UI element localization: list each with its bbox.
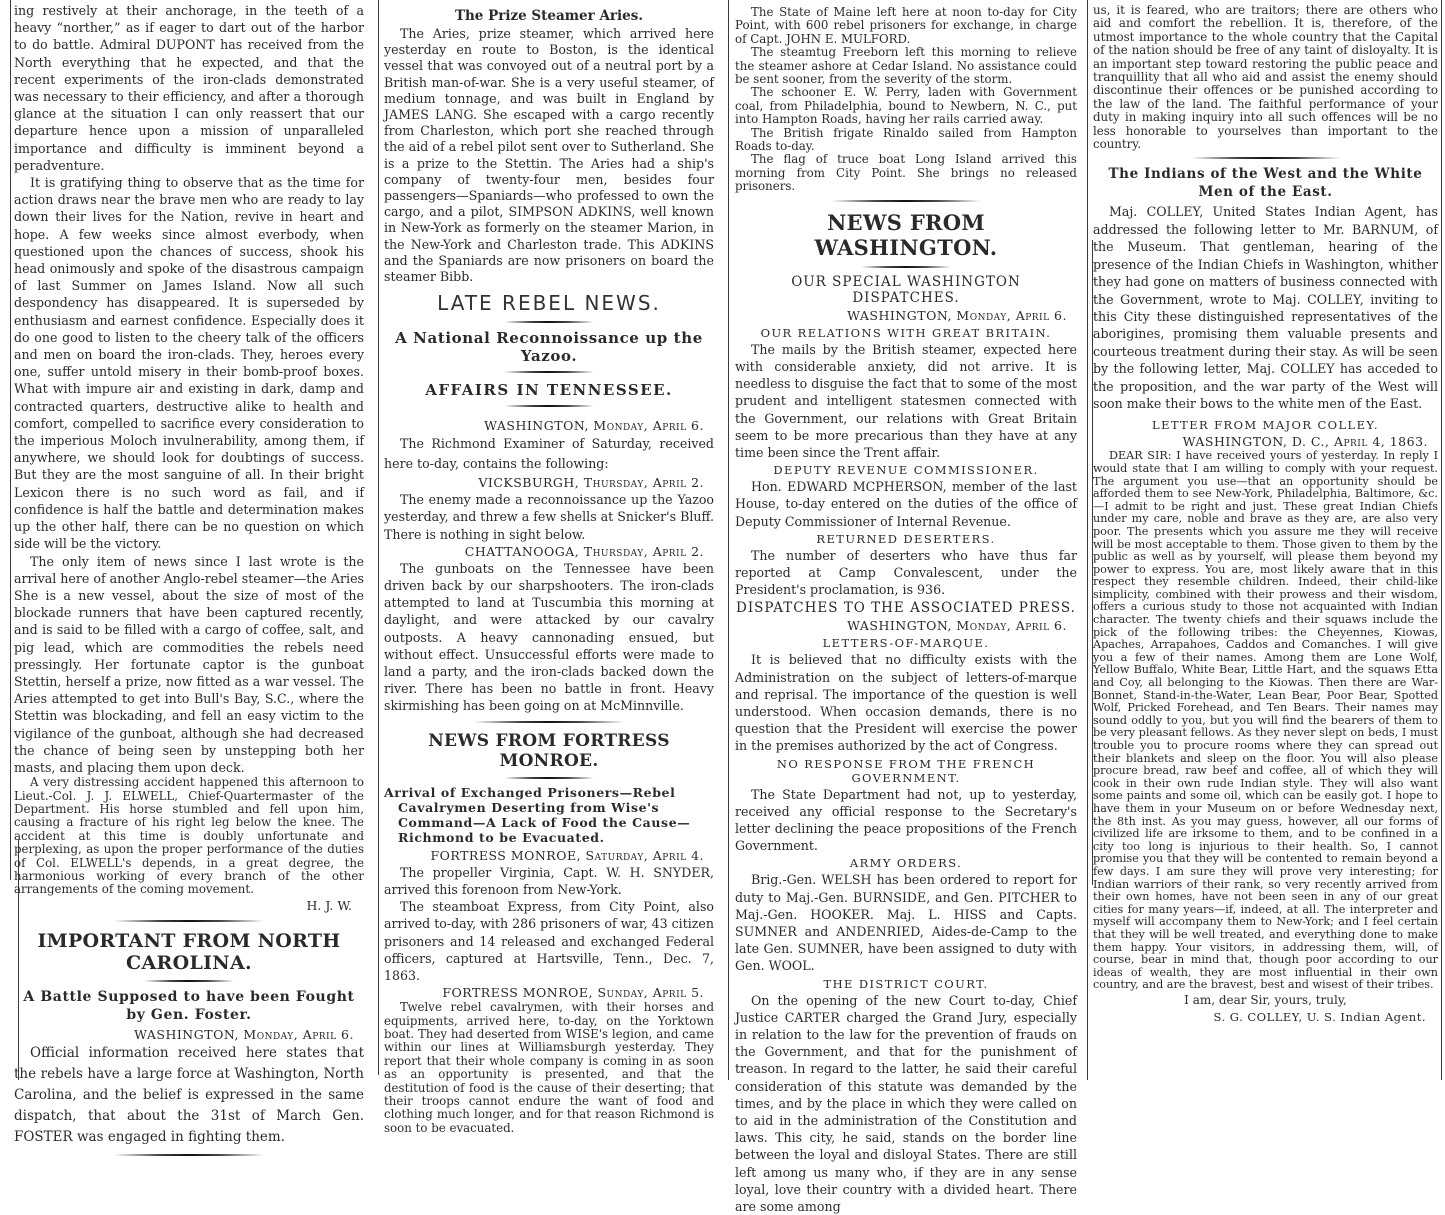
newspaper-column-4	[1093, 0, 1438, 1026]
column-rule	[1087, 0, 1088, 1080]
headline-late-rebel-news: LATE REBEL NEWS.	[437, 291, 661, 316]
dateline: FORTRESS MONROE, Sunday, April 5.	[442, 985, 704, 1001]
divider-rule	[504, 321, 594, 323]
article-paragraph: It is believed that no difficulty exists with the Administration on the subject of letters-of-marque and reprisal. The importance of the question is well understood. When occasion demands, there is no question that the President will exercise the power in the premises authorized by the act of Congress.	[735, 652, 1077, 754]
dateline: WASHINGTON, Monday, April 6.	[847, 618, 1067, 634]
dateline: WASHINGTON, Monday, April 6.	[847, 307, 1067, 323]
article-paragraph: Maj. COLLEY, United States Indian Agent, has addressed the following letter to Mr. BARNUM, of the Museum. That gentleman, hearing of the presence of the Indian Chiefs in Washington, whither they had gone on matters of business connected with the Government, wrote to Maj. COLLEY, inviting to this City these distinguished representatives of the aborigines, promising them valuable presents and courteous treatment during their stay. As will be seen by the following letter, Maj. COLLEY has acceded to the proposition, and the war party of the West will soon make their bows to the white men of the East.	[1093, 204, 1438, 411]
article-paragraph: The steamboat Express, from City Point, also arrived to-day, with 286 prisoners of war, 43 citizen prisoners and 14 released and exchanged Federal officers, captured at Hartsville, Tenn., Dec. 7, 1863.	[384, 899, 714, 983]
divider-rule	[831, 200, 981, 202]
article-paragraph: The Richmond Examiner of Saturday, received here to-day, contains the following:	[384, 436, 714, 472]
letter-closing: I am, dear Sir, yours, truly,	[1184, 992, 1347, 1007]
subhead-letters-of-marque: LETTERS-OF-MARQUE.	[822, 636, 990, 651]
subhead-district-court: THE DISTRICT COURT.	[823, 976, 989, 991]
divider-rule	[114, 920, 264, 922]
subhead-french-government: NO RESPONSE FROM THE FRENCH GOVERNMENT.	[776, 756, 1036, 785]
article-paragraph: The enemy made a reconnoissance up the Yazoo yesterday, and threw a few shells at Snicker's Bluff. There is nothing in sight below.	[384, 492, 714, 542]
subhead-letter-from-colley: LETTER FROM MAJOR COLLEY.	[1152, 418, 1379, 433]
article-paragraph: The State Department had not, up to yesterday, received any official response to the Secretary's letter declining the peace propositions of the French Government.	[735, 786, 1077, 854]
headline-fortress-monroe: NEWS FROM FORTRESS MONROE.	[428, 730, 670, 771]
divider-rule	[474, 721, 624, 723]
headline-tennessee: AFFAIRS IN TENNESSEE.	[425, 381, 673, 400]
article-paragraph: The schooner E. W. Perry, laden with Government coal, from Philadelphia, bound to Newbern, N. C., put into Hampton Roads, having her rails carried away.	[735, 85, 1077, 127]
divider-rule	[1191, 157, 1341, 159]
subhead-returned-deserters: RETURNED DESERTERS.	[816, 531, 996, 546]
article-paragraph: A very distressing accident happened this afternoon to Lieut.-Col. J. J. ELWELL, Chief-Quartermaster of the Department. His horse stumbled and fell upon him, causing a fracture of his right leg below the knee. The accident at this time is doubly unfortunate and perplexing, as upon the proper performance of the duties of Col. ELWELL's depends, in a great degree, the harmonious working of every branch of the other arrangements of the coming movement.	[14, 775, 364, 897]
letter-body: DEAR SIR: I have received yours of yesterday. In reply I would state that I am willing to comply with your request. The argument you use—that an opportunity should be afforded them to see New-York, Philadelphia, Baltimore, &c.—I admit to be right and just. These great Indian Chiefs under my care, noble and brave as they are, are also very poor. The presents which you assure me they will receive will be most acceptable to them. Those given to them by the public as well as by yourself, will please them beyond my power to express. You are, most likely aware that in this respect they resemble children. Indeed, their child-like simplicity, combined with their prowess and their wisdom, offers a curious study to those not acquainted with Indian character. The twenty chiefs and their squaws include the pick of the following tribes: the Cheyennes, Kiowas, Apaches, Arrapahoes, Caddos and Comanches. I will give you a few of their names. Among them are Lone Wolf, Yellow Buffalo, White Bear, Little Hart, and the squaws Etta and Coy, all belonging to the Kiowas. Then there are War-Bonnet, Stand-in-the-Water, Lean Bear, Poor Bear, Spotted Wolf, Pricked Forehead, and Ten Bears. Their names may sound oddly to you, but you will find the bearers of them to be very pleasant fellows. As they never slept on beds, I must trouble you to procure rooms where they can spread out their blankets and sleep on the floor. You will also please procure bread, raw beef and coffee, all of which they will cook in their own rude Indian style. They will also want some paints and some oil, which can be easily got. I hope to have them in your Museum on or before Wednesday next, the 8th inst. As you may guess, however, all our forms of civilized life are irksome to them, and to be confined in a city too long is injurious to their health. So, I cannot promise you that they will be contented to remain beyond a few days. I am sure they will prove very interesting; for Indian warriors of their rank, so very recently arrived from their own homes, have not been seen in any of our great cities for many years—if, indeed, at all. The interpreter and myself will accompany them to New-York; and I feel certain that they will be well treated, and everything done to make them happy. Your visitors, in addressing them, will, of course, bear in mind that, though poor according to our ideas of wealth, they are most influential in their own country, and are the bravest, best and wisest of their tribes.	[1093, 449, 1438, 992]
article-paragraph: It is gratifying thing to observe that as the time for action draws near the brave men who are ready to lay down their lives for the Nation, revive in heart and hope. A few weeks since almost everbody, when questioned upon the chances of success, shook his head onimously and spoke of the disastrous campaign of last Summer on James Island. Now all such despondency has disappeared. It is superseded by enthusiasm and earnest confidence. Especially does it do one good to listen to the cheery talk of the officers and men on board the iron-clads. They, heroes every one, suffer untold misery in their bomb-proof boxes. What with impure air and existing in dark, damp and contracted quarters, destructive alike to health and comfort, compelled to sacrifice every consideration to the imperious Moloch invulnerability, among them, if anywhere, we should look for doubtings of success. But they are the most sanguine of all. In their bright Lexicon there is no such word as fail, and if confidence is half the battle and determination makes up the other half, there can be no question on which side will be the victory.	[14, 175, 364, 552]
subheadline-prize-steamer: The Prize Steamer Aries.	[454, 8, 644, 24]
article-paragraph: us, it is feared, who are traitors; there are others who aid and comfort the rebellion. It is, therefore, of the utmost importance to the whole country that the Capital of the nation should be free of any taint of disloyalty. It is an important step toward restoring the public peace and tranquillity that all who aid and assist the enemy should discontinue their offences or be punished according to the law of the land. The faithful performance of your duty in making inquiry into all such offences will be no less honorable to yourselves than important to the country.	[1093, 3, 1438, 152]
divider-rule	[504, 777, 594, 779]
subhead-army-orders: ARMY ORDERS.	[849, 856, 963, 871]
article-paragraph: The mails by the British steamer, expected here with considerable anxiety, did not arrive. It is needless to disguise the fact that to some of the most prudent and intelligent statesmen connected with the Government, our relations with Great Britain seem to be more precarious than they have at any time been since the Trent affair.	[735, 341, 1077, 460]
section-associated-press: DISPATCHES TO THE ASSOCIATED PRESS.	[736, 600, 1076, 617]
column-rule	[10, 0, 11, 880]
divider-rule	[861, 266, 951, 268]
dateline: WASHINGTON, D. C., April 4, 1863.	[1182, 434, 1428, 450]
letter-signature: S. G. COLLEY, U. S. Indian Agent.	[1213, 1010, 1426, 1025]
dateline: VICKSBURGH, Thursday, April 2.	[478, 475, 704, 491]
column-rule	[1441, 0, 1442, 1080]
article-paragraph: Brig.-Gen. WELSH has been ordered to report for duty to Maj.-Gen. BURNSIDE, and Gen. PITCHER to Maj.-Gen. HOOKER. Maj. L. HISS and Capts. SUMNER and ANDENRIED, Aides-de-Camp to the late Gen. SUMNER, have been assigned to duty with Gen. WOOL.	[735, 872, 1077, 974]
divider-rule	[144, 980, 234, 982]
dateline: CHATTANOOGA, Thursday, April 2.	[464, 543, 704, 559]
article-paragraph: On the opening of the new Court to-day, Chief Justice CARTER charged the Grand Jury, especially in relation to the law for the prevention of frauds on the Government, and that for the punishment of treason. In regard to the latter, he said their careful consideration of this statute was demanded by the times, and by the place in which they were called on to aid in the administration of the Constitution and laws. This city, he said, stands on the border line between the loyal and disloyal States. There are still left among us many who, if they are in any sense loyal, love their country with a divided heart. There are some among	[735, 992, 1077, 1215]
section-special-dispatches: OUR SPECIAL WASHINGTON DISPATCHES.	[791, 273, 1021, 306]
article-paragraph: The number of deserters who have thus far reported at Camp Convalescent, under the President's proclamation, is 936.	[735, 547, 1077, 598]
newspaper-column-2	[384, 0, 714, 1135]
deck-indians-of-the-west: The Indians of the West and the White Men of the East.	[1108, 166, 1423, 201]
dateline: WASHINGTON, Monday, April 6.	[134, 1027, 354, 1042]
article-paragraph: The flag of truce boat Long Island arrived this morning from City Point. She brings no released prisoners.	[735, 152, 1077, 194]
article-paragraph: The British frigate Rinaldo sailed from Hampton Roads to-day.	[735, 125, 1077, 154]
article-paragraph: The only item of news since I last wrote is the arrival here of another Anglo-rebel steamer—the Aries She is a new vessel, about the size of most of the blockade runners that have been captured recently, and is said to be filled with a cargo of coffee, salt, and pig lead, which are commodities the rebels need pressingly. Her fortunate captor is the gunboat Stettin, herself a prize, now fitted as a war vessel. The Aries attempted to get into Bull's Bay, S.C., where the Stettin was blockading, and fell an easy victim to the vigilance of the gunboat, although she had decreased the chance of being seen by unstepping both her masts, and placing them upon deck.	[14, 553, 364, 775]
column-rule	[378, 0, 379, 1075]
headline-news-from-washington: NEWS FROM WASHINGTON.	[814, 209, 998, 260]
article-paragraph: Twelve rebel cavalrymen, with their horses and equipments, arrived here, to-day, on the Yorktown boat. They had deserted from WISE's legion, and came within our lines at Williamsburgh yesterday. They report that their whole company is coming in as soon as an opportunity is presented, and that the destitution of food is the cause of their deserting; that their troops cannot endure the want of food and clothing much longer, and for that reason Richmond is soon to be evacuated.	[384, 1000, 714, 1135]
article-paragraph: ing restively at their anchorage, in the teeth of a heavy “norther,” as if eager to dart out of the harbor to do battle. Admiral DUPONT has received from the North everything that he expected, and that the recent experiments of the iron-clads demonstrated was necessary to their efficiency, and after a thorough glance at the situation I can only reassert that our departure hence upon a mission of unparalleled importance and difficulty is imminent beyond a peradventure.	[14, 3, 364, 173]
article-paragraph: Official information received here states that the rebels have a large force at Washington, North Carolina, and the belief is expressed in the same dispatch, that about the 31st of March Gen. FOSTER was engaged in fighting them.	[14, 1045, 364, 1145]
dateline: WASHINGTON, Monday, April 6.	[484, 418, 704, 434]
article-paragraph: The State of Maine left here at noon to-day for City Point, with 600 rebel prisoners for exchange, in charge of Capt. JOHN E. MULFORD.	[735, 5, 1077, 46]
divider-rule	[504, 405, 594, 407]
column-rule	[728, 0, 729, 1080]
article-paragraph: Hon. EDWARD MCPHERSON, member of the last House, to-day entered on the duties of the office of Deputy Commissioner of Internal Revenue.	[735, 479, 1077, 529]
newspaper-column-3	[735, 0, 1077, 1215]
headline-north-carolina: IMPORTANT FROM NORTH CAROLINA.	[37, 930, 341, 974]
article-paragraph: The steamtug Freeborn left this morning to relieve the steamer ashore at Cedar Island. No assistance could be sent sooner, from the severity of the storm.	[735, 45, 1077, 87]
article-paragraph: The gunboats on the Tennessee have been driven back by our sharpshooters. The iron-clads attempted to land at Tuscumbia this morning at daylight, and were attacked by our cavalry outposts. A heavy cannonading ensued, but without effect. Unsuccessful efforts were made to land a party, and the iron-clads backed down the river. There has been no battle in front. Heavy skirmishing has been going on at McMinnville.	[384, 560, 714, 714]
article-signature: H. J. W.	[306, 897, 352, 913]
deck-battle-foster: A Battle Supposed to have been Fought by Gen. Foster.	[23, 989, 355, 1023]
subhead-revenue-commissioner: DEPUTY REVENUE COMMISSIONER.	[773, 463, 1039, 478]
dateline: FORTRESS MONROE, Saturday, April 4.	[430, 847, 704, 863]
divider-rule	[504, 371, 594, 373]
deck-yazoo: A National Reconnoissance up the Yazoo.	[395, 329, 703, 366]
divider-rule	[114, 1154, 264, 1156]
newspaper-column-1	[14, 0, 364, 1162]
article-paragraph: The Aries, prize steamer, which arrived here yesterday en route to Boston, is the identical vessel that was convoyed out of a neutral port by a British man-of-war. She is a very useful steamer, of medium tonnage, and was built in England by JAMES LANG. She escaped with a cargo recently from Charleston, which port she reached through the aid of a rebel pilot sent over to Sutherland. She is a prize to the Stettin. The Aries had a ship's company of twenty-four men, besides four passengers—Spaniards—who professed to own the cargo, and a pilot, SIMPSON ADKINS, well known in New-York as formerly on the steamer Marion, in the New-York and Charleston trade. This ADKINS and the Spaniards are now prisoners on board the steamer Bibb.	[384, 26, 714, 285]
deck-fortress-monroe: Arrival of Exchanged Prisoners—Rebel Cavalrymen Deserting from Wise's Command—A Lack of Food the Cause—Richmond to be Evacuated.	[384, 784, 691, 845]
article-paragraph: The propeller Virginia, Capt. W. H. SNYDER, arrived this forenoon from New-York.	[384, 864, 714, 897]
subhead-great-britain: OUR RELATIONS WITH GREAT BRITAIN.	[760, 325, 1052, 340]
